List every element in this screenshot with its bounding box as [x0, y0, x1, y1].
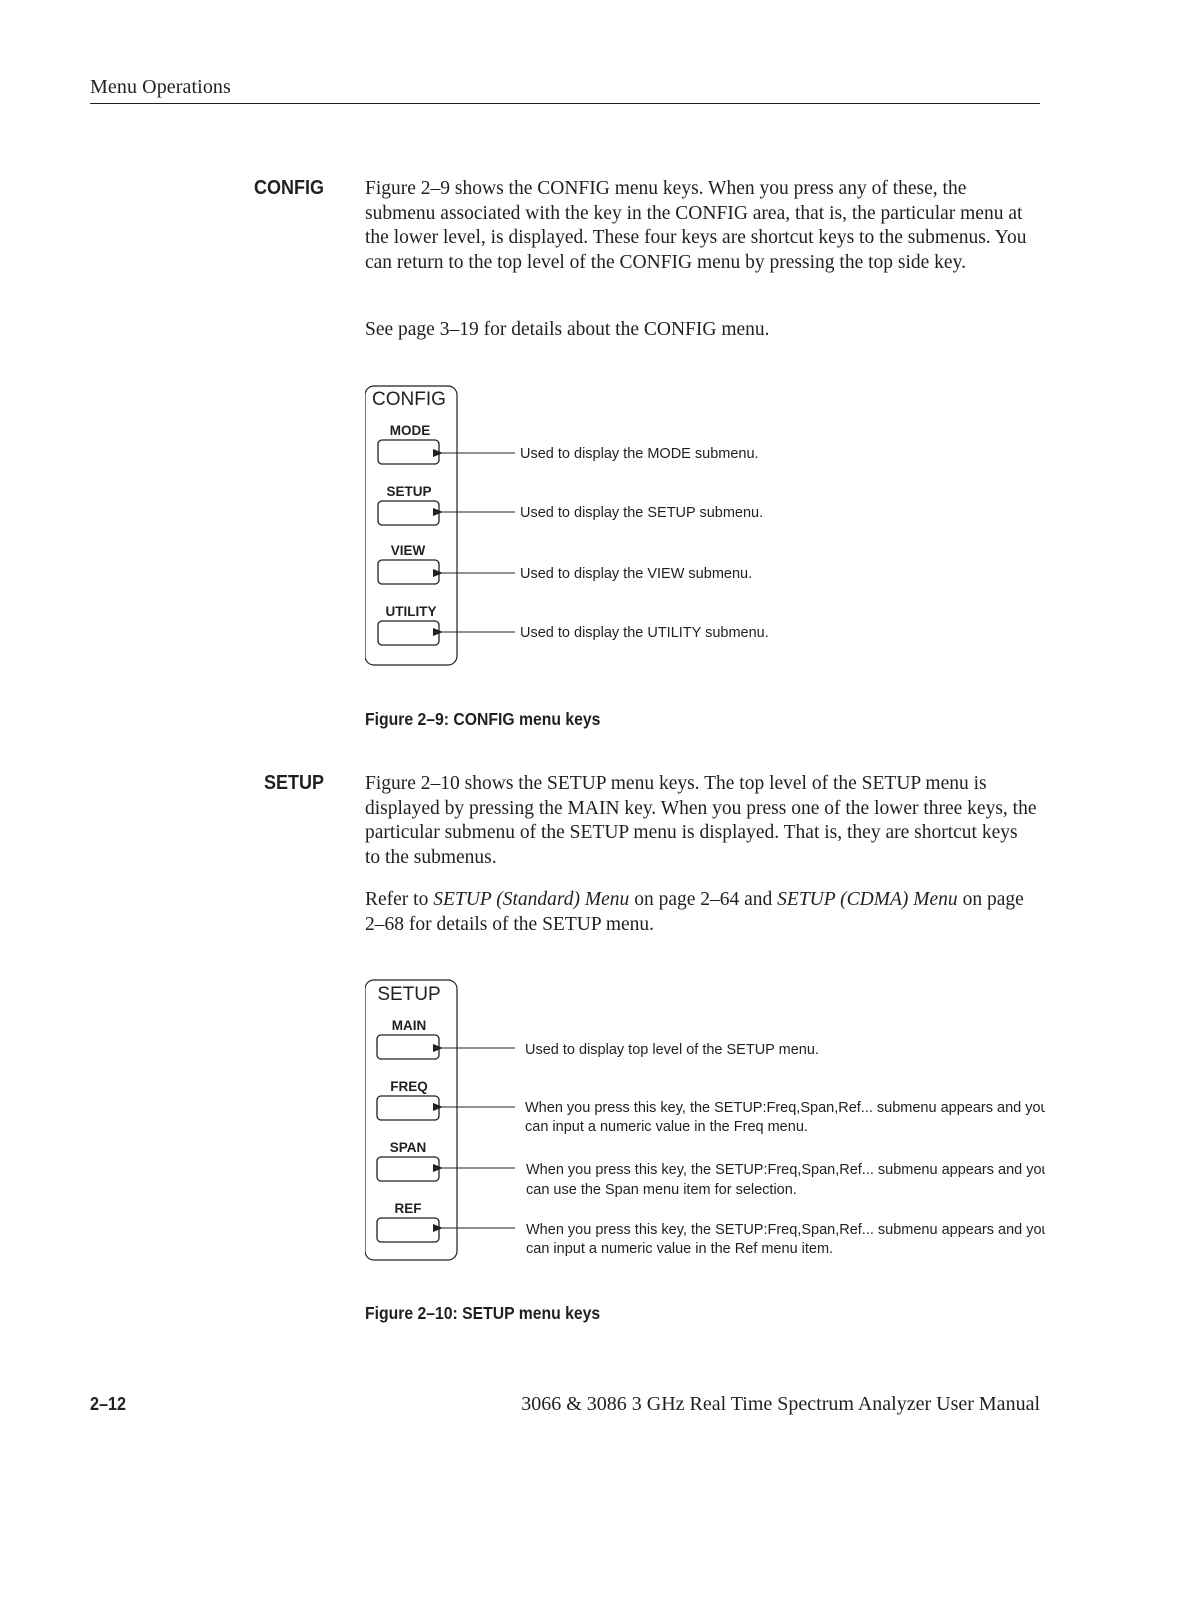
config-figure-caption: Figure 2–9: CONFIG menu keys: [365, 709, 601, 729]
setup-panel-diagram: [365, 979, 1045, 1264]
utility-key-description: Used to display the UTILITY submenu.: [520, 625, 769, 641]
page-number: 2–12: [90, 1394, 127, 1414]
span-key[interactable]: [377, 1157, 439, 1181]
utility-key[interactable]: [378, 621, 439, 645]
setup-key-freq: [377, 1079, 1045, 1135]
freq-key-description-line2: can input a numeric value in the Freq menu.: [525, 1119, 808, 1135]
setup-key-ref: [377, 1201, 1045, 1257]
running-header: Menu Operations: [90, 76, 231, 98]
setup-panel-title: SETUP: [377, 984, 441, 1005]
config-reference-paragraph: See page 3–19 for details about the CONFIG menu.: [365, 319, 770, 340]
span-key-description-line2: can use the Span menu item for selection.: [526, 1182, 797, 1198]
view-key-label: VIEW: [390, 543, 426, 558]
main-key-label: MAIN: [391, 1018, 427, 1033]
freq-key-label: FREQ: [390, 1079, 428, 1094]
setup-menu-figure: [365, 979, 1045, 1269]
config-key-view: [378, 543, 752, 584]
setup-key-label: SETUP: [386, 484, 432, 499]
setup-key[interactable]: [378, 501, 439, 525]
setup-standard-menu-ref: SETUP (Standard) Menu: [433, 889, 630, 910]
setup-paragraph: Figure 2–10 shows the SETUP menu keys. The top level of the SETUP menu is displayed by pressing the MAIN key. When you press one of the lower three keys, the particular submenu of the SETUP menu is displayed. That is, they are shortcut keys to the submenus.: [365, 773, 1037, 868]
setup-cdma-menu-ref: SETUP (CDMA) Menu: [777, 889, 958, 910]
setup-ref-mid: on page 2–64 and: [629, 889, 778, 910]
ref-key-label: REF: [394, 1201, 422, 1216]
ref-key-description-line1: When you press this key, the SETUP:Freq,Span,Ref... submenu appears and you: [526, 1222, 1045, 1238]
span-key-description-line1: When you press this key, the SETUP:Freq,Span,Ref... submenu appears and you: [526, 1162, 1045, 1178]
setup-key-span: [377, 1140, 1045, 1198]
config-panel-diagram: [365, 385, 1045, 670]
setup-ref-prefix: Refer to: [365, 889, 434, 910]
view-key-description: Used to display the VIEW submenu.: [520, 566, 753, 582]
mode-key-label: MODE: [389, 423, 431, 438]
freq-key-description-line1: When you press this key, the SETUP:Freq,Span,Ref... submenu appears and you: [525, 1100, 1045, 1116]
config-paragraph: Figure 2–9 shows the CONFIG menu keys. When you press any of these, the submenu associated with the key in the CONFIG area, that is, the particular menu at the lower level, is displayed. These four keys are shortcut keys to the submenus. You can return to the top level of the CONFIG menu by pressing the top side key.: [365, 178, 1027, 273]
main-key[interactable]: [377, 1035, 439, 1059]
utility-key-label: UTILITY: [385, 604, 437, 619]
ref-key[interactable]: [377, 1218, 439, 1242]
mode-key[interactable]: [378, 440, 439, 464]
setup-ref-suffix: on page 2–68 for details of the SETUP menu.: [365, 889, 1024, 935]
setup-figure-caption: Figure 2–10: SETUP menu keys: [365, 1303, 601, 1323]
header-rule: [90, 103, 1040, 104]
config-panel-title: CONFIG: [372, 389, 446, 410]
view-key[interactable]: [378, 560, 439, 584]
manual-title: 3066 & 3086 3 GHz Real Time Spectrum Analyzer User Manual: [521, 1393, 1040, 1415]
config-side-head: CONFIG: [253, 177, 324, 199]
config-key-utility: [378, 604, 769, 645]
setup-key-main: [377, 1018, 819, 1059]
span-key-label: SPAN: [389, 1140, 427, 1155]
setup-reference-paragraph: [365, 888, 1037, 937]
ref-key-description-line2: can input a numeric value in the Ref menu item.: [526, 1241, 834, 1257]
config-key-setup: [378, 484, 763, 525]
setup-side-head: SETUP: [263, 772, 324, 794]
main-key-description: Used to display top level of the SETUP menu.: [525, 1042, 819, 1058]
config-key-mode: [378, 423, 759, 464]
freq-key[interactable]: [377, 1096, 439, 1120]
mode-key-description: Used to display the MODE submenu.: [520, 446, 759, 462]
setup-key-description: Used to display the SETUP submenu.: [520, 505, 764, 521]
config-menu-figure: [365, 385, 1045, 675]
